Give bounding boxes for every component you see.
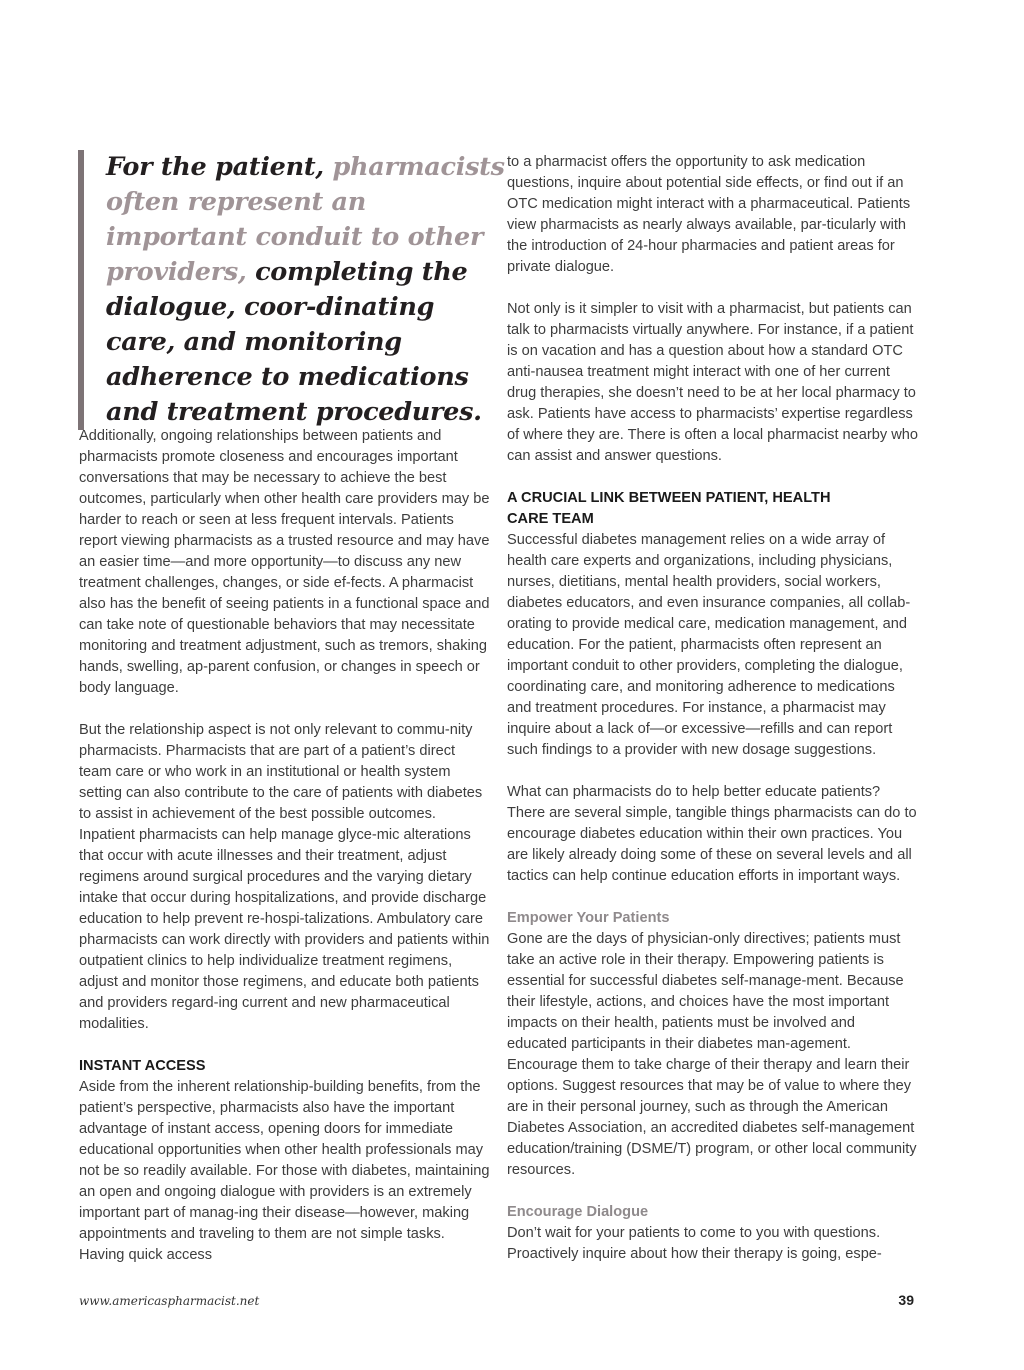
right-column [507, 152, 919, 1286]
body-paragraph: But the relationship aspect is not only relevant to commu-nity pharmacists. Pharmacists that are part of a patient’s direct team care or who work in an institutional or health system setting can also contribute to the care of patients with diabetes to assist in achievement of the best possible outcomes. Inpatient pharmacists can help manage glyce-mic alterations that occur with acute illnesses and their treatment, adjust regimens around surgical procedures and the varying dietary intake that occur during hospitalizations, and provide discharge education to help prevent re-hospi-talizations. Ambulatory care pharmacists can work directly with providers and patients within outpatient clinics to help individualize treatment regimens, adjust and monitor those regimens, and educate both patients and providers regard-ing current and new pharmaceutical modalities. [79, 722, 490, 1032]
pull-quote-highlight: pharmacists often represent an important conduit to other providers, [106, 152, 505, 287]
body-paragraph: Gone are the days of physician-only directives; patients must take an active role in their therapy. Empowering patients is essential for successful diabetes self-manage-ment. Because their lifestyle, actions, and choices have the most important impacts on their health, patients must be involved and educated participants in their diabetes man-agement. Encourage them to take charge of their therapy and learn their options. Suggest resources that may be of value to where they are in their personal journey, such as through the American Diabetes Association, an accredited diabetes self-management education/training (DSME/T) program, or other local community resources. [507, 931, 917, 1178]
body-paragraph: Additionally, ongoing relationships between patients and pharmacists promote closeness and encourages important conversations that may be necessary to achieve the best outcomes, particularly when other health care providers may be harder to reach or seen at less frequent intervals. Patients report viewing pharmacists as a trusted resource and may have an easier time—and more opportunity—to discuss any new treatment challenges, changes, or side ef-fects. A pharmacist also has the benefit of seeing patients in a functional space and can take note of questionable behaviors that may necessitate monitoring and treatment adjustment, such as tremors, shaking hands, swelling, ap-parent confusion, or changes in speech or body language. [79, 428, 490, 696]
body-paragraph: Aside from the inherent relationship-building benefits, from the patient’s perspective, pharmacists also have the important advantage of instant access, opening doors for immediate educational opportunities when other health professionals may not be so readily available. For those with diabetes, maintaining an open and ongoing dialogue with providers is an extremely important part of manag-ing their disease—however, making appointments and traveling to them are not simple tasks. Having quick access [79, 1079, 490, 1263]
body-paragraph: What can pharmacists do to help better educate patients? There are several simple, tangible things pharmacists can do to encourage diabetes education within their own practices. You are likely already doing some of these on several levels and all tactics can help continue education efforts in important ways. [507, 784, 917, 884]
section-heading-crucial-link: A CRUCIAL LINK BETWEEN PATIENT, HEALTH CARE TEAM [507, 490, 831, 527]
subhead-encourage-dialogue: Encourage Dialogue [507, 1204, 649, 1220]
subhead-empower-patients: Empower Your Patients [507, 910, 670, 926]
pull-quote-lead: For the patient, [106, 152, 333, 182]
body-paragraph: Don’t wait for your patients to come to you with questions. Proactively inquire about how their therapy is going, espe- [507, 1225, 882, 1262]
footer-url: www.americaspharmacist.net [79, 1294, 260, 1308]
pull-quote-rest: completing the dialogue, coor-dinating care, and monitoring adherence to medications and treatment procedures. [106, 257, 482, 427]
body-paragraph: to a pharmacist offers the opportunity to ask medication questions, inquire about potential side effects, or find out if an OTC medication might interact with a pharmaceutical. Patients view pharmacists as nearly always available, par-ticularly with the introduction of 24-hour pharmacies and patient areas for private dialogue. [507, 154, 911, 275]
body-paragraph: Not only is it simpler to visit with a pharmacist, but patients can talk to pharmacists virtually anywhere. For instance, if a patient is on vacation and has a question about how a standard OTC anti-nausea treatment might interact with one of her current drug therapies, she doesn’t need to be at her local pharmacy to ask. Patients have access to pharmacists’ expertise regardless of where they are. There is often a local pharmacist nearby who can assist and answer questions. [507, 301, 919, 464]
pull-quote [78, 150, 506, 430]
body-paragraph: Successful diabetes management relies on a wide array of health care experts and organizations, including physicians, nurses, dietitians, mental health providers, social workers, diabetes educators, and even insurance companies, all collab-orating to provide medical care, medication management, and education. For the patient, pharmacists often represent an important conduit to other providers, completing the dialogue, coordinating care, and monitoring adherence to medications and treatment procedures. For instance, a pharmacist may inquire about a lack of—or excessive—refills and can report such findings to a provider with new dosage suggestions. [507, 532, 911, 758]
left-column [79, 426, 491, 1287]
section-heading-instant-access: INSTANT ACCESS [79, 1058, 206, 1074]
page-number: 39 [898, 1292, 914, 1308]
